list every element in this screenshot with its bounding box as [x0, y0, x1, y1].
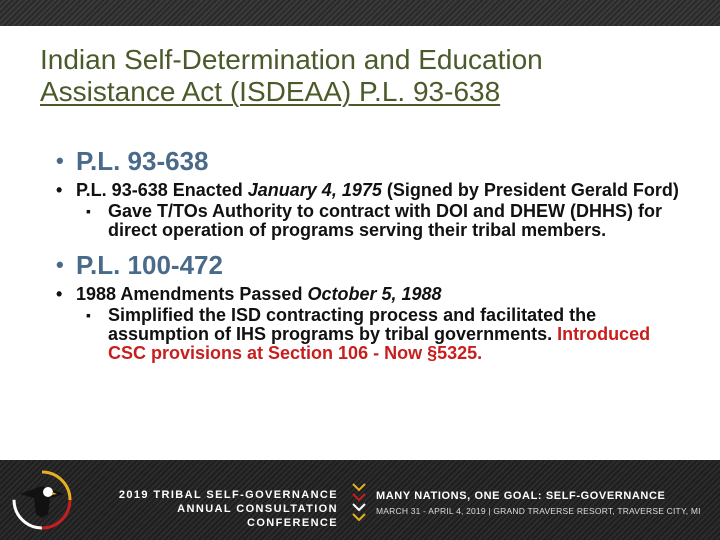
- top-decorative-strip: [0, 0, 720, 26]
- chevron-divider-icon: [352, 482, 366, 522]
- conference-footer: [0, 460, 720, 540]
- conference-name-line-2: ANNUAL CONSULTATION CONFERENCE: [177, 503, 338, 529]
- slide-title: [40, 44, 700, 108]
- title-line-1: Indian Self-Determination and Education: [40, 44, 543, 75]
- section-subitem-1: [56, 202, 686, 240]
- section-subitem-2: [56, 306, 686, 363]
- slide-content: [56, 146, 686, 363]
- title-line-2: Assistance Act (ISDEAA) P.L. 93-638: [40, 76, 501, 107]
- conference-name-line-1: 2019 TRIBAL SELF-GOVERNANCE: [118, 489, 338, 501]
- subitem-1-text: Gave T/TOs Authority to contract with DOI and DHEW (DHHS) for direct operation of programs serving their tribal members.: [108, 201, 663, 240]
- eagle-logo-icon: [10, 468, 74, 532]
- section-heading-2: • P.L. 100-472: [56, 250, 686, 280]
- conference-slogan: MANY NATIONS, ONE GOAL: SELF-GOVERNANCE: [376, 490, 666, 502]
- subitem-2-red-text: Introduced CSC provisions at Section 106 - Now §5325.: [108, 324, 651, 363]
- item-1-date: January 4, 1975: [247, 180, 382, 200]
- item-2-text-before: 1988 Amendments Passed: [76, 284, 308, 304]
- section-heading-1: • P.L. 93-638: [56, 146, 686, 176]
- item-2-date: October 5, 1988: [307, 284, 442, 304]
- item-1-text-before: P.L. 93-638 Enacted: [76, 180, 248, 200]
- section-item-1: [56, 180, 686, 200]
- item-1-text-after: (Signed by President Gerald Ford): [381, 180, 679, 200]
- conference-details: MARCH 31 - APRIL 4, 2019 | GRAND TRAVERSE RESORT, TRAVERSE CITY, MI: [376, 506, 701, 516]
- conference-name: [88, 488, 338, 530]
- subitem-2-text: Simplified the ISD contracting process and facilitated the assumption of IHS programs by tribal governments.: [108, 305, 597, 344]
- section-item-2: [56, 284, 686, 304]
